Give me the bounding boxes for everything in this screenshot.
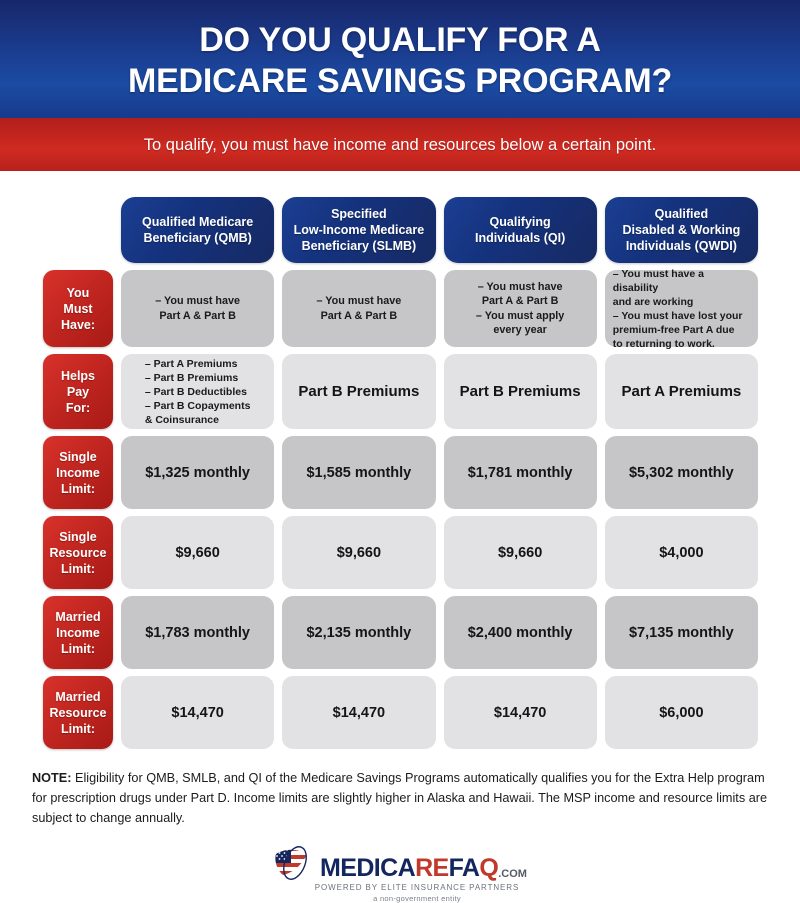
married-income-qmb: $1,783 monthly xyxy=(145,624,250,641)
must-have-l1: You xyxy=(66,285,90,300)
qmb-line1: Qualified Medicare xyxy=(142,215,254,229)
hero-header xyxy=(0,0,800,118)
married-resource-qmb: $14,470 xyxy=(171,704,224,721)
married-income-l2: Income xyxy=(56,625,100,640)
helps-qmb-3: – Part B Deductibles xyxy=(144,385,247,398)
page-title-line2: MEDICARE SAVINGS PROGRAM? xyxy=(127,62,673,100)
helps-qmb-5: & Coinsurance xyxy=(144,413,219,426)
logo-tld: .COM xyxy=(498,868,527,880)
married-resource-l1: Married xyxy=(55,689,101,704)
must-qmb-2: Part A & Part B xyxy=(159,309,236,322)
cell-married-income-slmb xyxy=(282,596,435,669)
married-income-qi: $2,400 monthly xyxy=(467,624,573,641)
table-header-row xyxy=(43,197,758,263)
married-resource-slmb: $14,470 xyxy=(332,704,386,721)
helps-qwdi: Part A Premiums xyxy=(621,383,742,400)
qmb-line2: Beneficiary (QMB) xyxy=(143,231,252,245)
must-qi-2: Part A & Part B xyxy=(481,295,559,307)
row-label-single-income xyxy=(43,436,113,509)
page-title-line1: DO YOU QUALIFY FOR A xyxy=(199,21,601,59)
must-qwdi-3: – You must have lost your xyxy=(612,309,743,322)
footnote-prefix: NOTE: xyxy=(32,771,72,785)
must-slmb-2: Part A & Part B xyxy=(320,309,398,322)
helps-slmb: Part B Premiums xyxy=(298,383,420,400)
logo-tagline-secondary: a non-government entity xyxy=(373,894,461,903)
must-qwdi-2: and are working xyxy=(612,295,694,308)
row-label-married-resource xyxy=(43,676,113,749)
qwdi-line2: Disabled & Working xyxy=(622,223,741,237)
cell-single-income-qmb xyxy=(121,436,274,509)
cell-married-income-qi xyxy=(444,596,597,669)
cell-helps-pay-slmb xyxy=(282,354,435,429)
cell-single-income-slmb xyxy=(282,436,435,509)
cell-married-resource-qi xyxy=(444,676,597,749)
helps-qmb-2: – Part B Premiums xyxy=(144,371,239,384)
table-row xyxy=(43,676,758,749)
row-label-must-have xyxy=(43,270,113,347)
helps-pay-l2: Pay xyxy=(66,384,90,399)
single-resource-qi: $9,660 xyxy=(497,544,543,561)
cell-helps-pay-qmb xyxy=(121,354,274,429)
comparison-table xyxy=(0,171,800,749)
single-resource-l3: Limit: xyxy=(60,561,95,576)
must-slmb-1: – You must have xyxy=(316,295,402,307)
helps-pay-l1: Helps xyxy=(60,368,96,383)
single-income-l2: Income xyxy=(56,465,100,480)
subtitle-bar xyxy=(0,118,800,171)
cell-married-income-qwdi xyxy=(605,596,758,669)
table-row xyxy=(43,436,758,509)
single-income-slmb: $1,585 monthly xyxy=(306,464,412,481)
single-resource-l2: Resource xyxy=(49,545,107,560)
site-logo[interactable] xyxy=(0,845,800,903)
cell-must-have-qmb xyxy=(121,270,274,347)
footnote xyxy=(32,768,770,828)
column-header-qwdi xyxy=(605,197,758,263)
usa-flag-icon xyxy=(273,845,317,881)
logo-text-q: Q xyxy=(479,854,499,882)
logo-mark-row xyxy=(273,845,527,881)
logo-text-fa: FA xyxy=(448,854,480,882)
cell-helps-pay-qwdi xyxy=(605,354,758,429)
qwdi-line1: Qualified xyxy=(654,207,709,221)
single-income-qwdi: $5,302 monthly xyxy=(628,464,734,481)
table-row xyxy=(43,596,758,669)
must-qi-3: – You must apply xyxy=(475,309,565,322)
helps-pay-l3: For: xyxy=(65,400,91,415)
table-row xyxy=(43,267,758,350)
cell-married-resource-qmb xyxy=(121,676,274,749)
single-income-qmb: $1,325 monthly xyxy=(145,464,250,481)
table-row xyxy=(43,354,758,429)
column-header-slmb xyxy=(282,197,435,263)
single-income-l1: Single xyxy=(59,449,97,464)
married-resource-qi: $14,470 xyxy=(493,704,547,721)
header-spacer xyxy=(43,197,113,263)
cell-married-resource-slmb xyxy=(282,676,435,749)
single-income-l3: Limit: xyxy=(60,481,95,496)
married-resource-qwdi: $6,000 xyxy=(659,704,704,721)
cell-must-have-qi xyxy=(444,270,597,347)
cell-single-resource-qi xyxy=(444,516,597,589)
slmb-line3: Beneficiary (SLMB) xyxy=(301,239,417,253)
must-qwdi-5: to returning to work. xyxy=(612,337,715,350)
qi-line2: Individuals (QI) xyxy=(474,231,566,245)
must-qi-4: every year xyxy=(493,324,547,336)
married-income-l3: Limit: xyxy=(60,641,96,656)
column-header-qi xyxy=(444,197,597,263)
married-resource-l2: Resource xyxy=(49,705,107,720)
cell-single-resource-slmb xyxy=(282,516,435,589)
row-label-single-resource xyxy=(43,516,113,589)
single-resource-slmb: $9,660 xyxy=(336,544,382,561)
cell-single-resource-qmb xyxy=(121,516,274,589)
cell-single-income-qwdi xyxy=(605,436,758,509)
slmb-line2: Low-Income Medicare xyxy=(293,223,425,237)
single-resource-l1: Single xyxy=(59,529,97,544)
helps-qmb-1: – Part A Premiums xyxy=(144,357,238,370)
cell-helps-pay-qi xyxy=(444,354,597,429)
must-have-l3: Have: xyxy=(60,317,96,332)
cell-single-resource-qwdi xyxy=(605,516,758,589)
cell-single-income-qi xyxy=(444,436,597,509)
logo-text-medica: MEDICA xyxy=(320,854,416,882)
married-income-qwdi: $7,135 monthly xyxy=(628,624,734,641)
footnote-body: Eligibility for QMB, SMLB, and QI of the Medicare Savings Programs automatically qualifies you for the Extra Help program for prescription drugs under Part D. Income limits are slightly higher in Alaska and Hawaii. The MSP income and resource limits are subject to change annually. xyxy=(32,771,768,825)
row-label-married-income xyxy=(43,596,113,669)
logo-text-re: RE xyxy=(415,854,449,882)
page-subtitle: To qualify, you must have income and resources below a certain point. xyxy=(143,135,657,154)
helps-qmb-4: – Part B Copayments xyxy=(144,399,251,412)
logo-tagline: POWERED BY ELITE INSURANCE PARTNERS xyxy=(314,883,520,892)
must-qmb-1: – You must have xyxy=(155,295,241,307)
cell-married-income-qmb xyxy=(121,596,274,669)
qwdi-line3: Individuals (QWDI) xyxy=(625,239,737,253)
cell-must-have-slmb xyxy=(282,270,435,347)
cell-must-have-qwdi xyxy=(605,267,758,350)
slmb-line1: Specified xyxy=(331,207,387,221)
row-label-helps-pay xyxy=(43,354,113,429)
cell-married-resource-qwdi xyxy=(605,676,758,749)
table-row xyxy=(43,516,758,589)
must-qwdi-1: – You must have a disability xyxy=(612,267,704,294)
helps-qi: Part B Premiums xyxy=(459,383,581,400)
must-qi-1: – You must have xyxy=(477,280,563,293)
column-header-qmb xyxy=(121,197,274,263)
married-resource-l3: Limit: xyxy=(60,721,95,736)
must-qwdi-4: premium-free Part A due xyxy=(612,323,735,336)
married-income-l1: Married xyxy=(55,609,101,624)
qi-line1: Qualifying xyxy=(489,215,551,229)
must-have-l2: Must xyxy=(63,301,93,316)
married-income-slmb: $2,135 monthly xyxy=(306,624,412,641)
single-resource-qmb: $9,660 xyxy=(175,544,220,561)
single-income-qi: $1,781 monthly xyxy=(467,464,573,481)
single-resource-qwdi: $4,000 xyxy=(659,544,704,561)
